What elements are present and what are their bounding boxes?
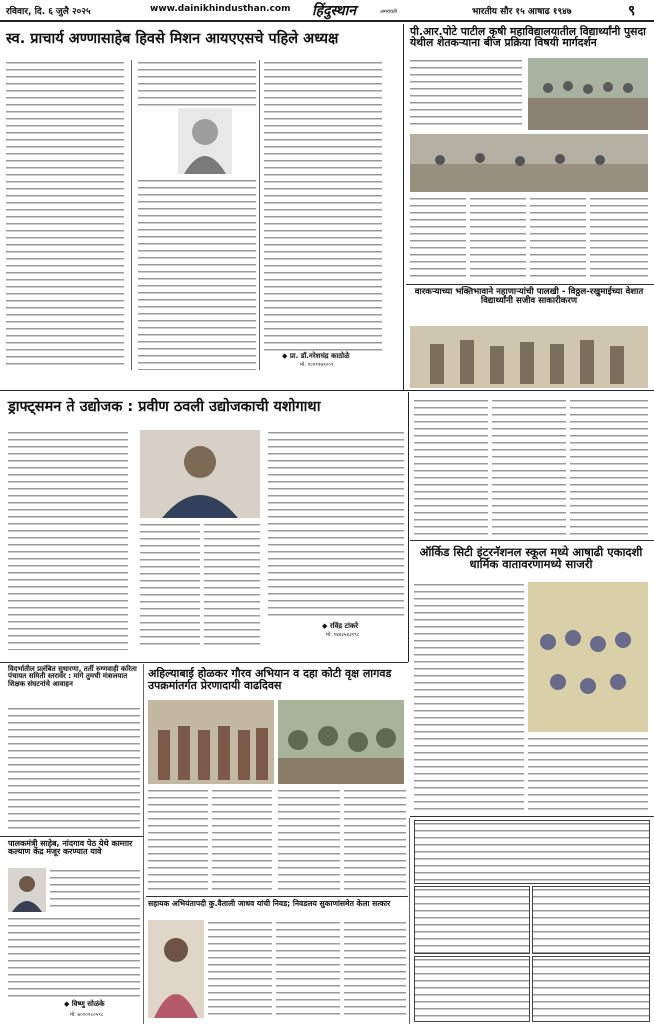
hivse-contact: मो. ९०१९९७९००९ [300, 362, 334, 368]
draftsman-portrait [140, 430, 260, 518]
left-small-headline: विदर्भातील प्रलंबित सुधारणा, तर्ती रुग्णवाही करिता पंचायत समिती स्तरावर : मांगे तुमची मंत्रालयात शिक्षक संघटनांचे आवाहन [8, 665, 137, 688]
hivse-col-2b [138, 178, 256, 370]
draftsman-contact: मो. ९४४३५४३१९८ [326, 632, 360, 638]
palak-headline: पालकमंत्री साहेब, नांदगाव पेठ येथे काम्ग़ार कल्याण केंद्र मंजूर करण्यात यावे [8, 839, 133, 857]
krishi-col-3 [530, 196, 586, 280]
palkhi-headline: वारकऱ्याच्या भक्तिभावाने नहाणाऱ्यांची पालखी - विठ्ठल-रखुमाईच्या वेशात विद्यार्थ्यांनी सजीव साकारीकरण [414, 287, 644, 307]
masthead-indian-date: भारतीय सौर १५ आषाढ १९४७ [472, 7, 572, 17]
orchid-col-1 [414, 582, 524, 812]
palak-author: ◆ विष्णु सोळंके [64, 1000, 105, 1008]
hivse-col-1 [6, 60, 124, 370]
public-notice-5 [532, 956, 650, 1022]
public-notice-1 [414, 820, 650, 884]
hivse-col-2a [138, 60, 256, 106]
draftsman-headline: ड्राफ्ट्समन ते उद्योजक : प्रवीण ठवली उद्योजकाची यशोगाथा [8, 399, 321, 415]
palak-portrait [8, 868, 46, 912]
ahilya-col-4 [344, 788, 406, 894]
left-small-col [8, 706, 140, 832]
krishi-col-1 [410, 196, 466, 280]
sahayak-col-3 [344, 920, 406, 1018]
palkhi-col-2 [492, 398, 566, 538]
krishi-photo-1 [528, 58, 648, 130]
draftsman-col-1 [8, 430, 128, 650]
masthead-date: रविवार, दि. ६ जुलै २०२५ [6, 7, 91, 17]
krishi-photo-2 [410, 134, 648, 192]
sahayak-headline: सहायक अभियंतापदी कु.वैताली जाधव यांची निवड; निवडलय सुकाणांसमेत केला सत्कार [148, 899, 391, 908]
hivse-headline: स्व. प्राचार्य अण्णासाहेब हिवसे मिशन आयएएसचे पहिले अध्यक्ष [6, 31, 339, 47]
masthead-city: अमरावती [380, 9, 398, 15]
orchid-headline: ऑर्किड सिटी इंटरनॅशनल स्कूल मध्ये आषाढी एकादशी धार्मिक वातावरणामध्ये साजरी [419, 545, 643, 572]
ahilya-headline: अहिल्याबाई होळकर गौरव अभियान व दहा कोटी वृक्ष लागवड उपक्रमांतर्गत प्रेरणादायी वाढदिवस [148, 667, 392, 692]
krishi-col-2 [470, 196, 526, 280]
orchid-col-2 [528, 736, 648, 812]
ahilya-photo-1 [148, 700, 274, 784]
sahayak-photo [148, 920, 204, 1018]
draftsman-col-4 [268, 430, 404, 620]
sahayak-col-1 [208, 920, 272, 1018]
hivse-portrait [178, 108, 232, 174]
masthead-logo: हिंदुस्थान [312, 3, 357, 19]
krishi-intro-col [410, 58, 522, 130]
draftsman-col-2 [140, 522, 200, 650]
palak-col-top [50, 868, 140, 912]
masthead [0, 0, 654, 22]
sahayak-col-2 [276, 920, 340, 1018]
palkhi-col-1 [414, 398, 488, 538]
public-notice-4 [414, 956, 530, 1022]
palak-contact: मो. ७०१०२८०५९८ [70, 1012, 104, 1018]
hivse-col-3 [264, 60, 382, 352]
public-notice-3 [532, 886, 650, 954]
masthead-website: www.dainikhindusthan.com [150, 4, 291, 14]
ahilya-col-3 [278, 788, 340, 894]
hivse-author: ◆ प्रा. डॉ.नरेशचंद्र काठोळे [282, 352, 350, 360]
palkhi-col-3 [570, 398, 648, 538]
public-notice-2 [414, 886, 530, 954]
orchid-photo [528, 582, 648, 732]
draftsman-author: ◆ रविंद्र टांकरे [322, 622, 359, 630]
krishi-col-4 [590, 196, 648, 280]
ahilya-col-1 [148, 788, 208, 894]
page-number: ९ [628, 3, 636, 19]
palkhi-photo-1 [410, 326, 648, 388]
palak-col [8, 916, 140, 998]
ahilya-photo-2 [278, 700, 404, 784]
ahilya-col-2 [212, 788, 272, 894]
krishi-headline: पी.आर.पोटे पाटील कृषी महाविद्यालयातील विद्यार्थ्यांनी पुसदा येथील शेतकऱ्याना बीज प्रक्रिया विषयी मार्गदर्शन [410, 25, 646, 50]
draftsman-col-3 [204, 522, 260, 650]
